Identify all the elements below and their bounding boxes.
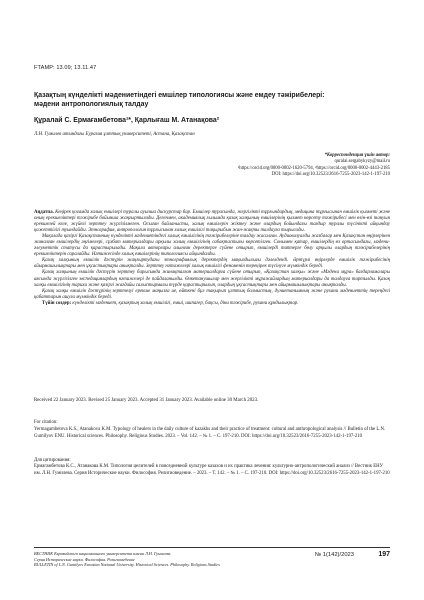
keywords-text: күнделікті мәдениет, қазақтың халық емшілігі, емші, шипагер, бақсы, діни тәжірибе, рухани құндылықтар. — [72, 300, 299, 306]
citation-text: Yermagambetova K.S., Atanakova K.M. Typology of healers in the daily culture of kazakhs and their practice of treatment: cultural and anthropological analysis // Bulletin of the L.N. Gumilyov ENU. Historical sciences. Philosophy. Religious Studies. 2023. – Vol. 142. – № 1. – С. 197-210. DOI: https://doi.org/10.32523/2616-7255-2023-142-1-197-210 — [34, 427, 386, 439]
abstract-paragraph — [34, 210, 390, 234]
journal-series-line: Серия Исторические науки. Философия. Религиоведение — [34, 556, 135, 562]
page-number: 197 — [378, 551, 390, 558]
keywords-paragraph — [34, 301, 390, 307]
submission-dates: Received 22 January 2023. Revised 25 January 2023. Accepted 31 January 2023. Available online 30 March 2023. — [34, 398, 259, 403]
abstract-label: Аңдатпа. — [34, 210, 54, 215]
citation-russian — [34, 458, 390, 477]
journal-name-english: BULLETIN of L.N. Gumilyov Eurasian National University. Historical Sciences. Philosophy. Religious Studies — [34, 562, 220, 568]
correspondence-label: *Корреспонденция үшін автор: — [324, 153, 390, 158]
journal-footer — [34, 551, 294, 568]
abstract-paragraph: Қазақ халқы емшілік дәстүрінің зерттелуі ерекше маңызға ие, өйткені бұл тақырып ұлттық болмыстың, дүниетанымның және рухани мәдениеттің тереңдегі қабаттарын ашуға мүмкіндік береді. — [34, 288, 390, 300]
citation-label: Для цитирования: — [34, 458, 71, 463]
citation-english — [34, 420, 390, 440]
irstam-code: FTAMP: 13.09; 13.11.47 — [34, 65, 97, 71]
abstract-paragraph: Қазақ халқының емшілік дәстүрін жаңғыртудағы этнографиялық деректердің маңыздылығы дәлелденді. Әртүрлі өңірлерде емшілік тәжірибесінің айырмашылықтары мен ұқсастықтары анықталды. Зерттеу нәтижелері халық емшілігі феноменін тереңірек түсінуге мүмкіндік береді. — [34, 258, 390, 270]
orcid-links[interactable]: ¹https://orcid.org/0000-0002-1620-5794, ²https://orcid.org/0000-0002-4443-2185 — [237, 165, 390, 171]
footer-divider — [34, 547, 390, 548]
authors-line: Құралай С. Ермағамбетова¹*, Қарлығаш М. Атанақова² — [34, 117, 220, 124]
article-title: Қазақтың күнделікті мәдениетіндегі емшілер типологиясы және емдеу тәжірибелері: мәдени антропологиялық талдау — [34, 92, 325, 108]
citation-text: Ермагамбетова К.С., Атанакова К.М. Типология целителей в повседневной культуре казахов и их практика лечения: культурно-антропологический анализ // Вестник ЕНУ им. Л.Н. Гумилева. Серия Исторические науки. Философия. Религиоведение. – 2023. – Т. 142. – № 1. – С. 197-210. DOI: https://doi.org/10.32523/2616-7255-2023-142-1-197-210 — [34, 464, 390, 476]
journal-name-line: ВЕСТНИК Евразийского национального университета имени Л.Н. Гумилева. — [34, 551, 172, 556]
keywords-label: Түйін сөздер: — [42, 300, 72, 306]
correspondence-email[interactable]: quralai.sergabykyzy@mail.ru — [334, 159, 390, 165]
correspondence-block — [238, 153, 390, 179]
issue-number: № 1(142)/2023 — [314, 552, 354, 558]
affiliation: Л.Н. Гумилев атындағы Еуразия ұлттық университеті, Астана, Қазақстан — [34, 132, 195, 137]
abstract-paragraph: Мақалада қазіргі Қазақстанның күнделікті мәдениетіндегі халық емшілігінің тәжірибелеріне талдау жасалған. Аудиовизуалды жазбалар мен Қазақстан өңірлерінен жиналған емшілердің әңгімелері, сұхбат материалдары арқылы халық емшілігінің сабақтастығы көрсетілген. Сонымен қатар, емшілердің өз ортасындағы, мәдени-әлеуметтік статусы да қарастырылады. Мақала авторлары алынған деректерге сүйене отырып, емшілерді типтерге бөлу арқылы олардың тәжірибелерінің ерекшеліктерін саралайды. Нәтижесінде халық емшілерінің типологиясы айқындалды. — [34, 234, 390, 258]
abstract — [34, 210, 390, 307]
doi-link[interactable]: DOI: https://doi.org/10.32523/2616-7255-2023-142-1-197-210 — [271, 172, 390, 178]
abstract-text: Кеңірек қоғамда халық емшілері туралы ауызша дискурстар бар. Емшілер турасында, жергілікті тұрғындардың, медицина тұрғысынан емшілік қызметі және оның ерекшеліктері тәжірибе бойынша жаңғыртылады. Дегенмен, академиялық ғылымда қазақ халқының емшілерінің қызмет көрсету тәжірибесі мен өзін-өзі тануын ерекшелей келе, жүйелі зерттеу жүргізілмеген. Осыған байланысты, халық емшілерін жіктеу және олардың бойындағы тағдыр туралы түсінікті айқындау қажеттілігі туындайды. Этнография, антропология тұрғысынан халық емшілігі тақырыбын жан-жақты талдауға тырысады. — [34, 210, 390, 234]
citation-label: For citation: — [34, 420, 58, 425]
abstract-paragraph: Қазақ халқының емшілік дәстүрін зерттеу барысында жинақталған материалдарға сүйене отырып, «Қазақстан халқы» және «Мәдени мұра» бағдарламалары аясында жүргізілген экспедициялардың нәтижелері де пайдаланылды. Өлкетанушылар мен жергілікті мұражайлардың материалдары да талдауға тартылды. Қазақ халқы емшілігінің тарихи және қазіргі жағдайы салыстырмалы түрде қарастырылып, олардың ұқсастықтары мен айырмашылықтары анықталды. — [34, 270, 390, 288]
